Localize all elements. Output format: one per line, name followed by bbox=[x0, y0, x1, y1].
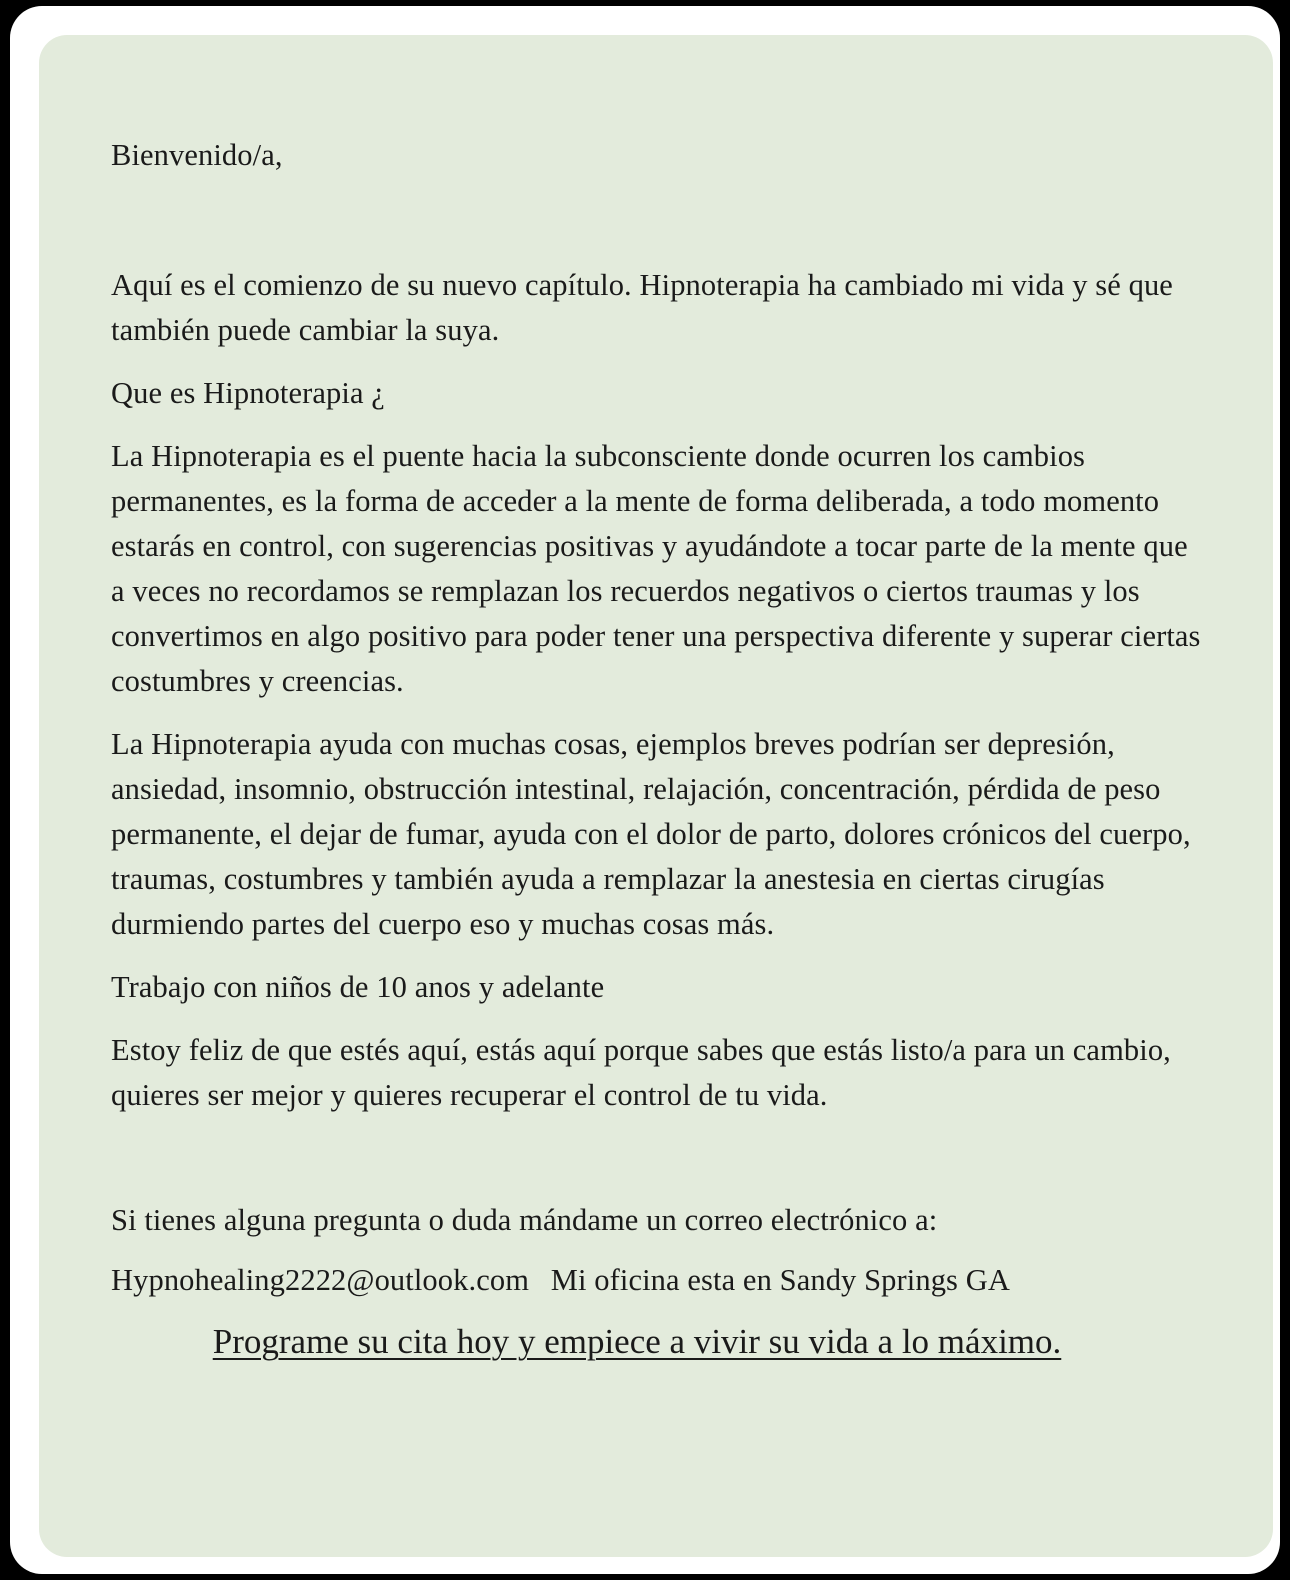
greeting: Bienvenido/a, bbox=[111, 138, 283, 172]
contact-line bbox=[111, 1258, 1203, 1303]
email-address: Hypnohealing2222@outlook.com bbox=[111, 1263, 530, 1297]
question-heading: Que es Hipnoterapia ¿ bbox=[111, 376, 385, 410]
intro-paragraph: Aquí es el comienzo de su nuevo capítulo. Hipnoterapia ha cambiado mi vida y sé que también puede cambiar la suya. bbox=[111, 268, 1173, 347]
schedule-appointment-link[interactable]: Programe su cita hoy y empiece a vivir su vida a lo máximo. bbox=[212, 1322, 1062, 1361]
office-location: Mi oficina esta en Sandy Springs GA bbox=[550, 1263, 1011, 1297]
children-paragraph: Trabajo con niños de 10 anos y adelante bbox=[111, 970, 605, 1004]
uses-paragraph: La Hipnoterapia ayuda con muchas cosas, ejemplos breves podrían ser depresión, ansiedad, insomnio, obstrucción intestinal, relajación, concentración, pérdida de peso permanente, el dejar de fumar, ayuda con el dolor de parto, dolores crónicos del cuerpo, traumas, costumbres y también ayuda a remplazar la anestesia en ciertas cirugías durmiendo partes del cuerpo eso y muchas cosas más. bbox=[111, 727, 1191, 941]
question-prompt: Si tienes alguna pregunta o duda mándame un correo electrónico a: bbox=[111, 1203, 938, 1237]
frame-inner bbox=[10, 6, 1280, 1574]
happy-paragraph: Estoy feliz de que estés aquí, estás aquí porque sabes que estás listo/a para un cambio, quieres ser mejor y quieres recuperar el control de tu vida. bbox=[111, 1033, 1171, 1112]
definition-paragraph: La Hipnoterapia es el puente hacia la subconsciente donde ocurren los cambios permanentes, es la forma de acceder a la mente de forma deliberada, a todo momento estarás en control, con sugerencias positivas y ayudándote a tocar parte de la mente que a veces no recordamos se remplazan los recuerdos negativos o ciertos traumas y los convertimos en algo positivo para poder tener una perspectiva diferente y superar ciertas costumbres y creencias. bbox=[111, 439, 1201, 698]
letter-card bbox=[39, 35, 1273, 1557]
